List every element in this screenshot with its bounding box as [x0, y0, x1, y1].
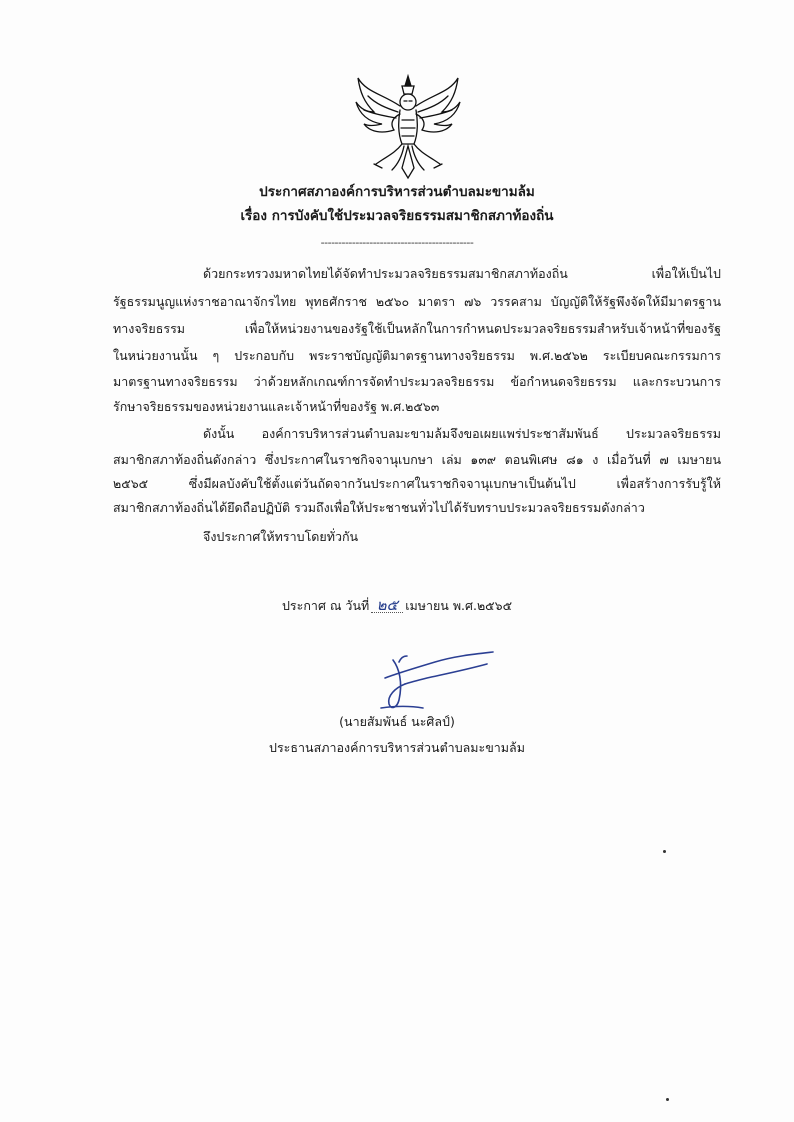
scan-speck — [663, 850, 666, 853]
announcement-title: ประกาศสภาองค์การบริหารส่วนตำบลมะขามล้ม — [259, 184, 535, 200]
announcement-date — [282, 596, 512, 615]
paragraph-1-line: ในหน่วยงานนั้น ๆ ประกอบกับ พระราชบัญญัติมาตรฐานทางจริยธรรม พ.ศ.๒๕๖๒ ระเบียบคณะกรรมการ — [113, 348, 721, 363]
handwritten-signature — [355, 648, 505, 718]
paragraph-1-line: มาตรฐานทางจริยธรรม ว่าด้วยหลักเกณฑ์การจัดทำประมวลจริยธรรม ข้อกำหนดจริยธรรม และกระบวนการ — [113, 374, 721, 389]
date-day-handwritten: ๒๕ — [373, 596, 401, 614]
announcement-subject: เรื่อง การบังคับใช้ประมวลจริยธรรมสมาชิกสภาท้องถิ่น — [240, 208, 554, 224]
paragraph-2-line: ๒๕๖๕ ซึ่งมีผลบังคับใช้ตั้งแต่วันถัดจากวันประกาศในราชกิจจานุเบกษาเป็นต้นไป เพื่อสร้างการรับรู้ให้ — [113, 476, 721, 491]
date-prefix: ประกาศ ณ วันที่ — [282, 598, 370, 613]
paragraph-2-line: ดังนั้น องค์การบริหารส่วนตำบลมะขามล้มจึงขอเผยแพร่ประชาสัมพันธ์ ประมวลจริยธรรม — [203, 426, 721, 441]
scan-speck — [666, 1098, 669, 1101]
signer-name: (นายสัมพันธ์ นะศิลป์) — [339, 714, 455, 729]
paragraph-1-line: ด้วยกระทรวงมหาดไทยได้จัดทำประมวลจริยธรรมสมาชิกสภาท้องถิ่น เพื่อให้เป็นไป — [203, 266, 721, 281]
signer-title: ประธานสภาองค์การบริหารส่วนตำบลมะขามล้ม — [269, 740, 525, 755]
closing-statement: จึงประกาศให้ทราบโดยทั่วกัน — [203, 529, 359, 544]
paragraph-2-line: สมาชิกสภาท้องถิ่นดังกล่าว ซึ่งประกาศในราชกิจจานุเบกษา เล่ม ๑๓๙ ตอนพิเศษ ๘๑ ง เมื่อวันที่ ๗ เมษายน — [113, 452, 721, 467]
paragraph-1-line: รักษาจริยธรรมของหน่วยงานและเจ้าหน้าที่ของรัฐ พ.ศ.๒๕๖๓ — [113, 399, 440, 414]
paragraph-1-line: รัฐธรรมนูญแห่งราชอาณาจักรไทย พุทธศักราช ๒๕๖๐ มาตรา ๗๖ วรรคสาม บัญญัติให้รัฐพึงจัดให้มีมาตรฐาน — [113, 294, 721, 309]
paragraph-2-line: สมาชิกสภาท้องถิ่นได้ยึดถือปฏิบัติ รวมถึงเพื่อให้ประชาชนทั่วไปได้รับทราบประมวลจริยธรรมดังกล่าว — [113, 500, 645, 515]
date-month-year: เมษายน พ.ศ.๒๕๖๕ — [405, 598, 513, 613]
paragraph-1-line: ทางจริยธรรม เพื่อให้หน่วยงานของรัฐใช้เป็นหลักในการกำหนดประมวลจริยธรรมสำหรับเจ้าหน้าที่ของรัฐ — [113, 321, 721, 336]
garuda-emblem-icon — [352, 72, 464, 182]
divider-line: -------------------------------------------- — [320, 236, 474, 249]
